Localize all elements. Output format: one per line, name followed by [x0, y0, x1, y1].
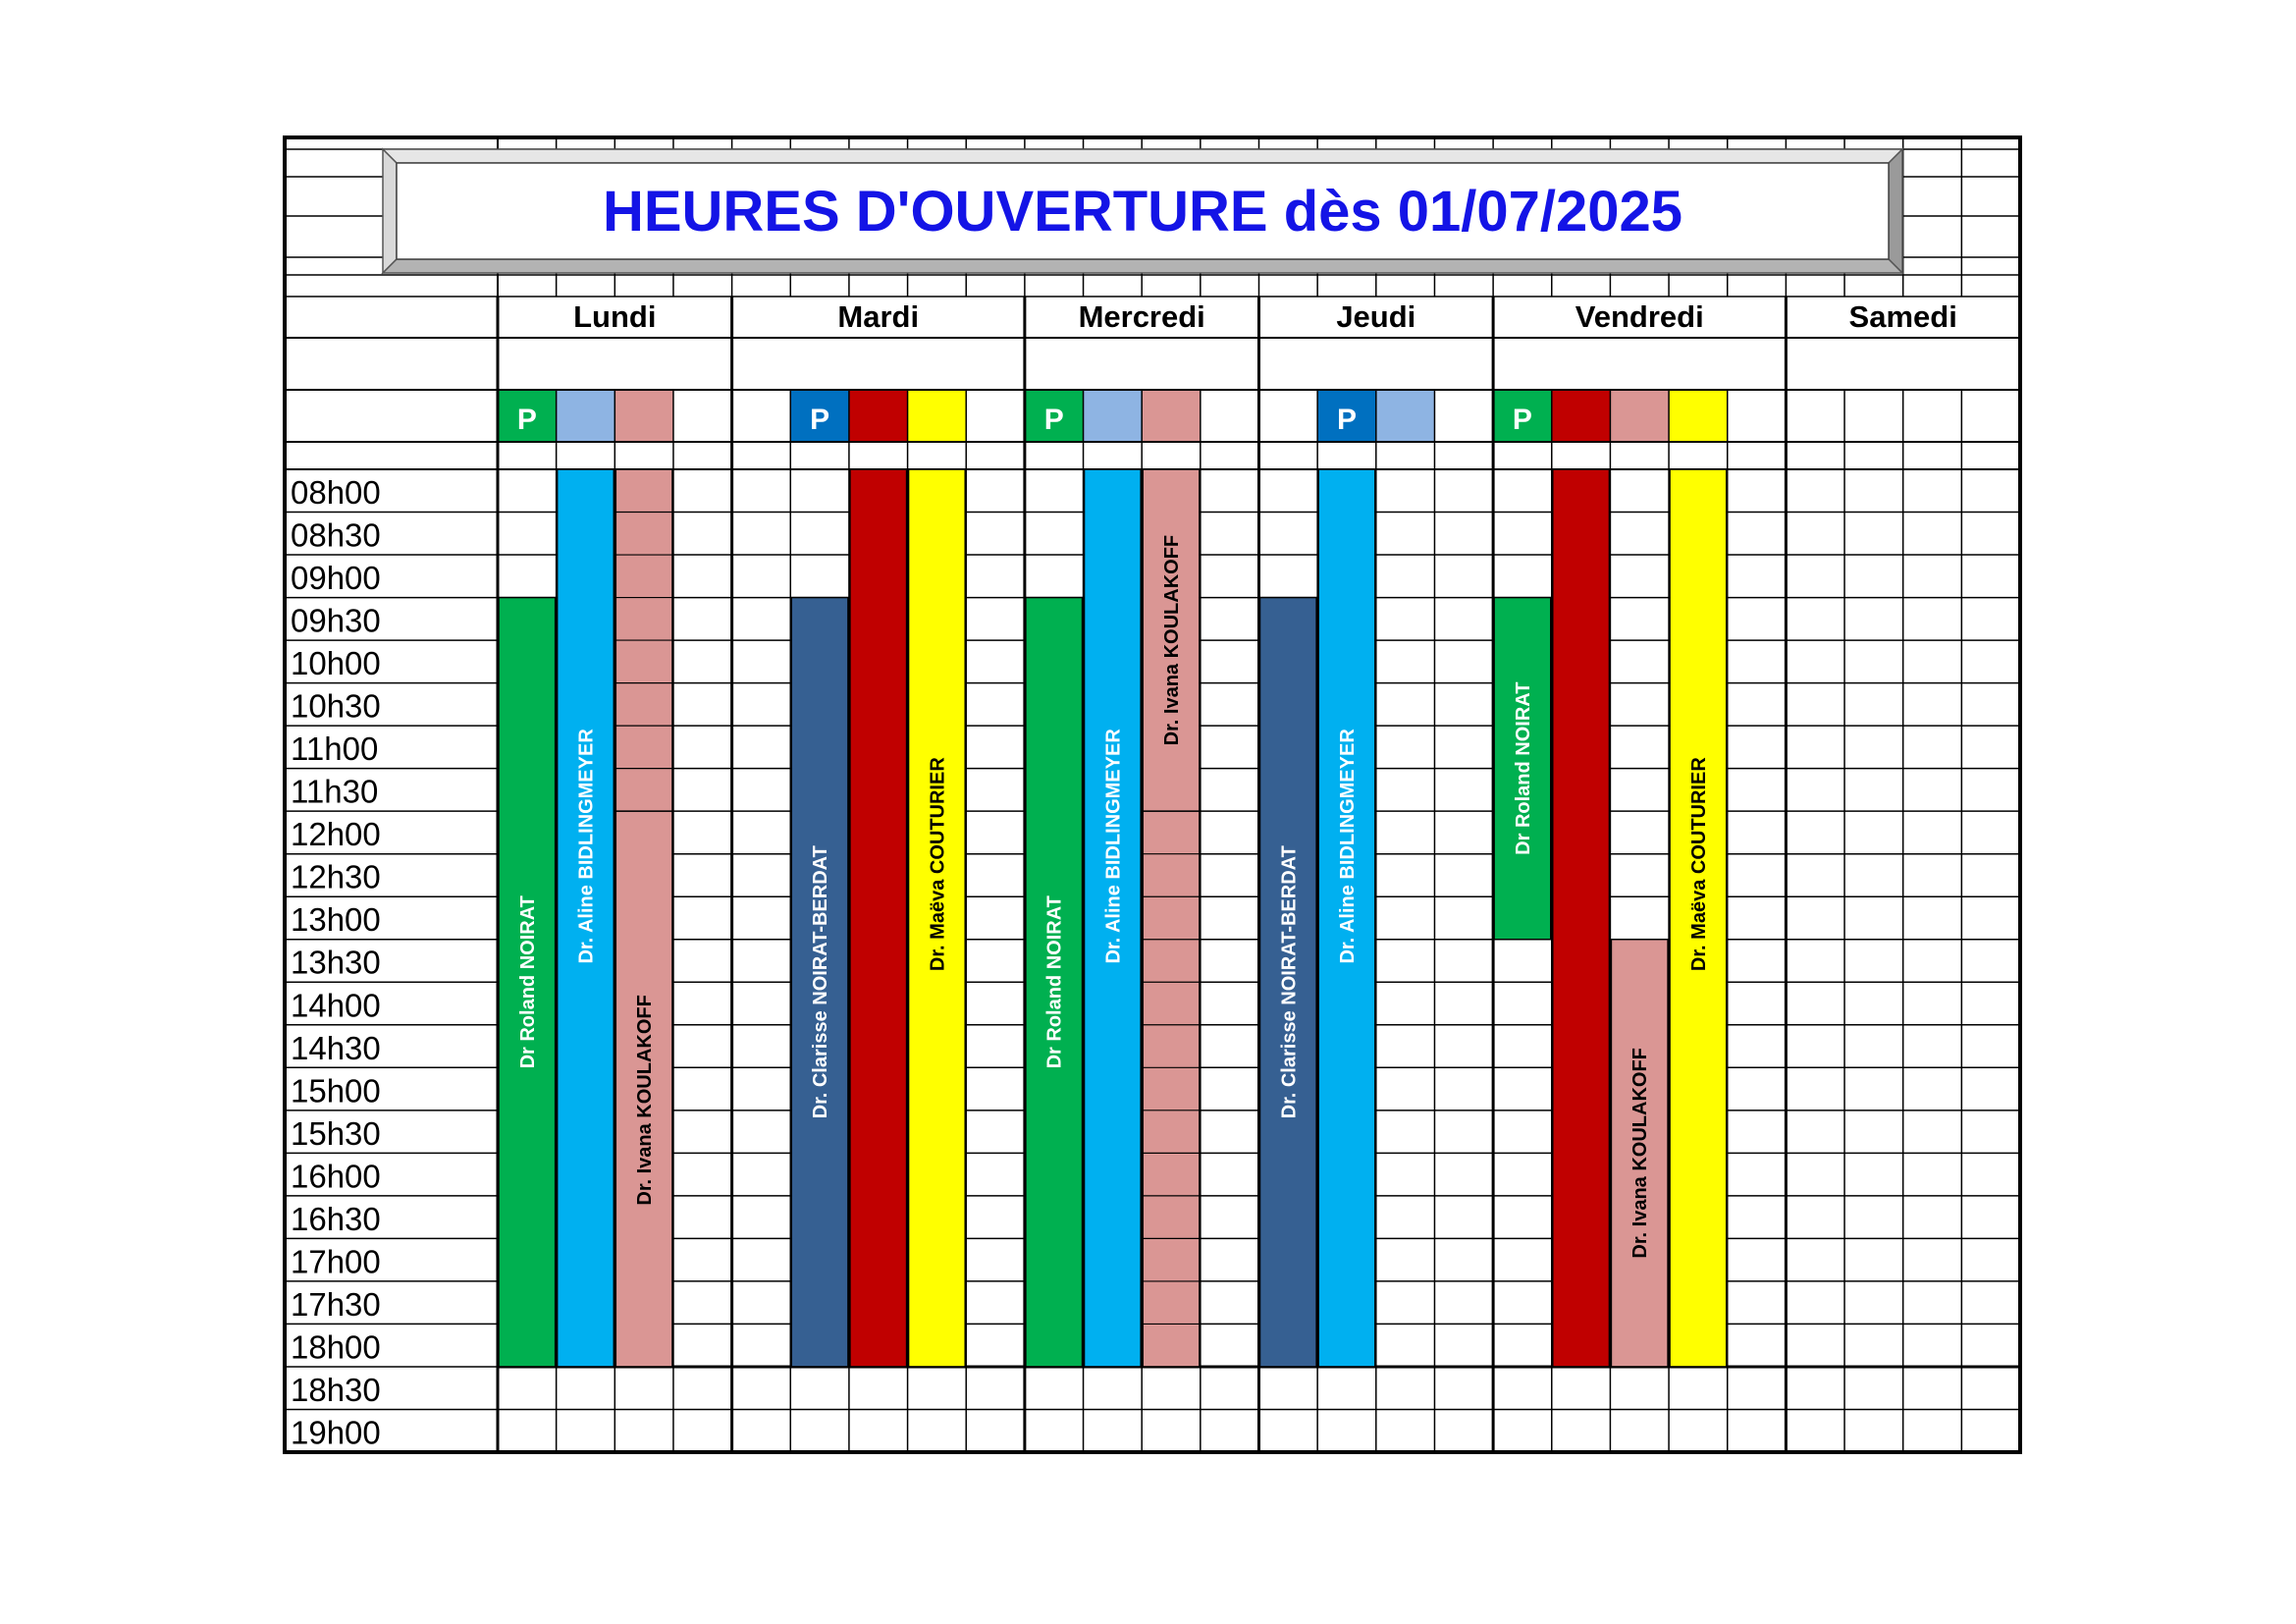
doctor-name-label: Dr. Aline BIDLINGMEYER — [575, 729, 598, 964]
time-label: 17h30 — [291, 1285, 381, 1323]
time-label: 09h30 — [291, 602, 381, 639]
page-title: HEURES D'OUVERTURE dès 01/07/2025 — [602, 180, 1683, 244]
time-label: 13h30 — [291, 944, 381, 981]
time-label: 09h00 — [291, 560, 381, 597]
time-label: 11h00 — [291, 731, 379, 768]
doctor-name-label: Dr. Maëva COUTURIER — [1687, 757, 1710, 972]
title-bevel — [1889, 149, 1902, 273]
header-color-cell — [614, 390, 673, 442]
day-label-mercredi: Mercredi — [1078, 299, 1205, 334]
time-label: 12h30 — [291, 858, 381, 895]
header-color-cell — [557, 390, 615, 442]
time-label: 08h00 — [291, 474, 381, 511]
time-label: 10h00 — [291, 645, 381, 682]
doctor-name-label: Dr. Aline BIDLINGMEYER — [1102, 729, 1125, 964]
doctor-name-label: Dr. Clarisse NOIRAT-BERDAT — [1278, 845, 1301, 1119]
doctor-name-label: Dr Roland NOIRAT — [1512, 681, 1534, 855]
doctor-name-label: Dr. Maëva COUTURIER — [927, 757, 949, 972]
time-label: 15h00 — [291, 1072, 381, 1110]
doctor-name-label: Dr Roland NOIRAT — [516, 895, 539, 1069]
parking-label: P — [1336, 404, 1357, 436]
day-label-lundi: Lundi — [573, 299, 657, 334]
time-label: 11h30 — [291, 773, 379, 810]
title-bevel — [383, 149, 397, 273]
header-color-cell — [1552, 390, 1611, 442]
header-color-cell — [1084, 390, 1143, 442]
time-label: 15h30 — [291, 1114, 381, 1152]
time-label: 10h30 — [291, 687, 381, 725]
time-label: 14h00 — [291, 987, 381, 1024]
time-label: 14h30 — [291, 1029, 381, 1066]
header-color-cell — [1669, 390, 1728, 442]
title-bevel — [383, 259, 1902, 273]
doctor-name-label: Dr. Clarisse NOIRAT-BERDAT — [810, 845, 832, 1119]
time-label: 18h00 — [291, 1328, 381, 1366]
time-label: 18h30 — [291, 1371, 381, 1408]
doctor-name-label: Dr. Ivana KOULAKOFF — [1629, 1048, 1652, 1259]
doctor-bar — [1553, 469, 1610, 1367]
time-label: 13h00 — [291, 901, 381, 939]
time-label: 17h00 — [291, 1243, 381, 1280]
parking-label: P — [810, 404, 830, 436]
day-label-samedi: Samedi — [1848, 299, 1957, 334]
header-color-cell — [1610, 390, 1669, 442]
header-color-cell — [1142, 390, 1201, 442]
doctor-name-label: Dr. Ivana KOULAKOFF — [634, 995, 657, 1206]
header-color-cell — [908, 390, 967, 442]
header-color-cell — [1376, 390, 1435, 442]
day-label-mardi: Mardi — [837, 299, 920, 334]
parking-label: P — [516, 404, 537, 436]
day-label-jeudi: Jeudi — [1336, 299, 1416, 334]
time-label: 16h30 — [291, 1200, 381, 1237]
doctor-name-label: Dr. Aline BIDLINGMEYER — [1336, 729, 1359, 964]
parking-label: P — [1043, 404, 1064, 436]
doctor-bar — [1143, 811, 1200, 1367]
doctor-name-label: Dr Roland NOIRAT — [1043, 895, 1066, 1069]
time-label: 08h30 — [291, 516, 381, 554]
title-bevel — [383, 149, 1902, 163]
time-label: 19h00 — [291, 1414, 381, 1451]
day-label-vendredi: Vendredi — [1575, 299, 1704, 334]
time-label: 12h00 — [291, 816, 381, 853]
doctor-bar — [850, 469, 907, 1367]
header-color-cell — [849, 390, 908, 442]
parking-label: P — [1512, 404, 1532, 436]
doctor-name-label: Dr. Ivana KOULAKOFF — [1161, 534, 1184, 746]
time-label: 16h00 — [291, 1158, 381, 1195]
